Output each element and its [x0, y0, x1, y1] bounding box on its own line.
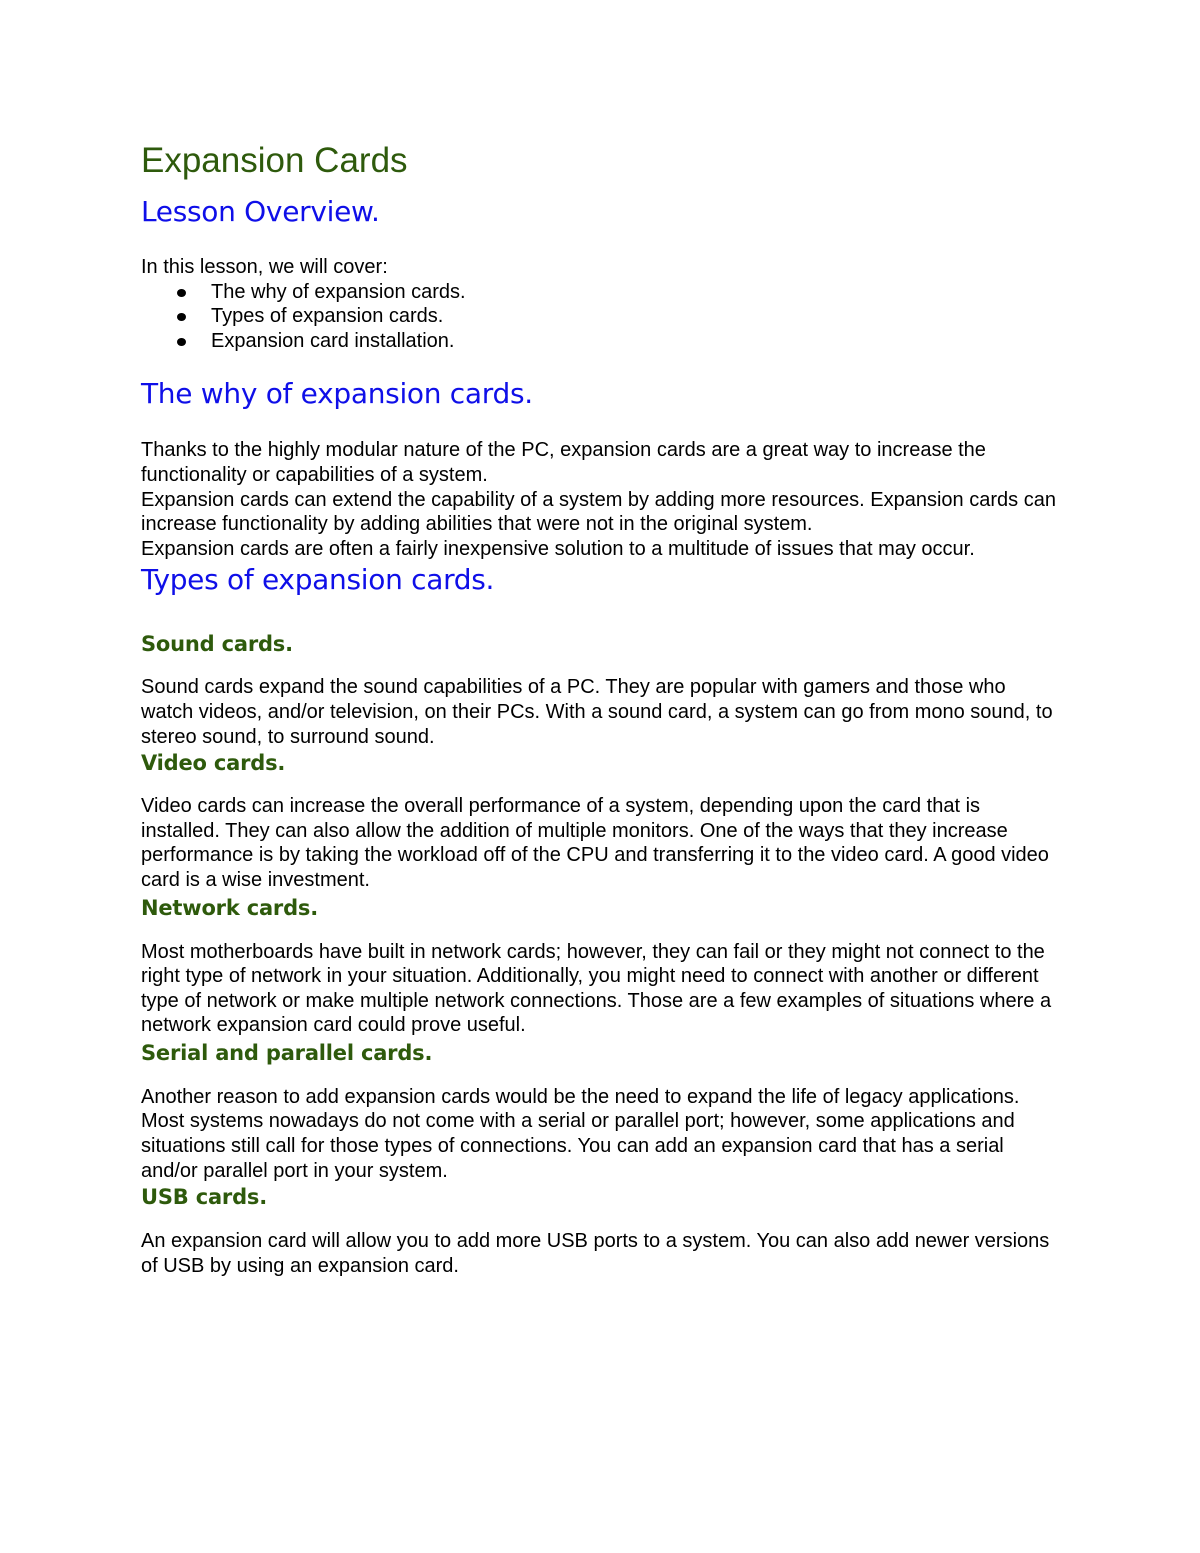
overview-intro: In this lesson, we will cover:: [141, 256, 388, 278]
bullet-icon: [177, 289, 186, 297]
video-cards-text: Video cards can increase the overall performance of a system, depending upon the card that is installed. They can also allow the addition of multiple monitors. One of the ways that they increase performance is by taking the workload off of the CPU and transferring it to the video card. A good video card is a wise investment.: [141, 795, 1049, 891]
serial-parallel-cards-text: Another reason to add expansion cards would be the need to expand the life of legacy applications. Most systems nowadays do not come with a serial or parallel port; however, some applications and situations still call for those types of connections. You can add an expansion card that has a serial and/or parallel port in your system.: [141, 1085, 1020, 1182]
list-item-text: The why of expansion cards.: [211, 280, 466, 303]
document-page: [141, 138, 1061, 1278]
list-item: [177, 329, 1061, 354]
usb-cards-heading: USB cards.: [141, 1185, 267, 1210]
types-heading: Types of expansion cards.: [141, 563, 495, 597]
lesson-overview-heading: Lesson Overview.: [141, 195, 380, 228]
overview-list: [141, 280, 1061, 354]
list-item-text: Expansion card installation.: [211, 329, 455, 352]
why-heading: The why of expansion cards.: [141, 377, 533, 411]
usb-cards-text: An expansion card will allow you to add more USB ports to a system. You can also add newer versions of USB by using an expansion card.: [141, 1230, 1050, 1277]
video-cards-heading: Video cards.: [141, 751, 286, 776]
bullet-icon: [177, 338, 186, 346]
network-cards-heading: Network cards.: [141, 895, 319, 920]
bullet-icon: [177, 313, 186, 321]
network-cards-text: Most motherboards have built in network cards; however, they can fail or they might not connect to the right type of network in your situation. Additionally, you might need to connect with another or different type of network or make multiple network connections. Those are a few examples of situations where a network expansion card could prove useful.: [141, 940, 1052, 1037]
why-paragraph-1: Thanks to the highly modular nature of the PC, expansion cards are a great way to increase the functionality or capabilities of a system.: [141, 439, 986, 486]
serial-parallel-cards-heading: Serial and parallel cards.: [141, 1040, 433, 1065]
list-item-text: Types of expansion cards.: [211, 305, 444, 328]
sound-cards-text: Sound cards expand the sound capabilities of a PC. They are popular with gamers and those who watch videos, and/or television, on their PCs. With a sound card, a system can go from mono sound, to stereo sound, to surround sound.: [141, 676, 1053, 748]
why-paragraph-2: Expansion cards can extend the capability of a system by adding more resources. Expansion cards can increase functionality by adding abilities that were not in the original system.: [141, 488, 1056, 536]
why-paragraph-3: Expansion cards are often a fairly inexpensive solution to a multitude of issues that may occur.: [141, 537, 975, 560]
list-item: [177, 304, 1061, 329]
sound-cards-heading: Sound cards.: [141, 632, 293, 657]
list-item: [177, 280, 1061, 305]
document-title: Expansion Cards: [141, 141, 408, 180]
